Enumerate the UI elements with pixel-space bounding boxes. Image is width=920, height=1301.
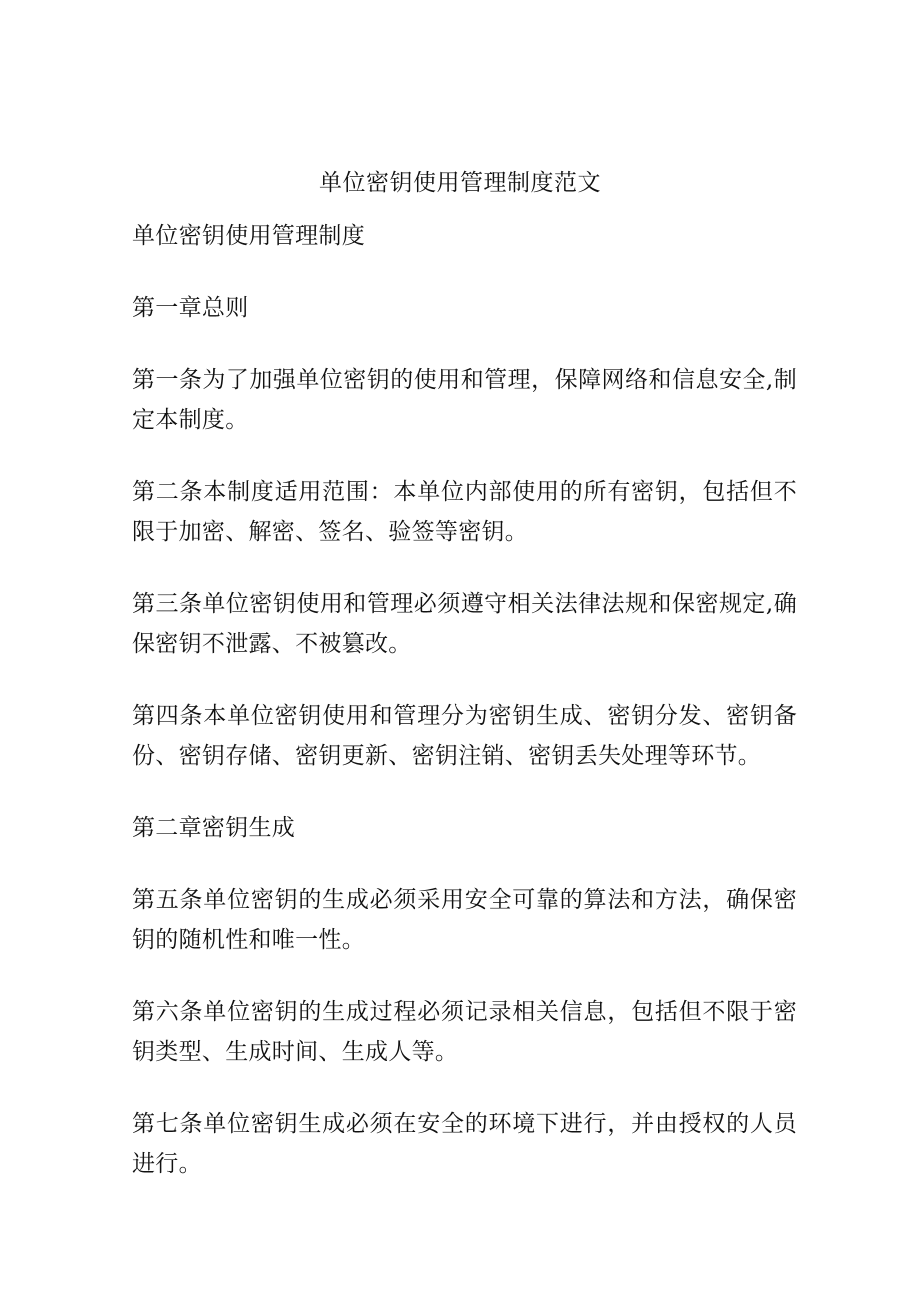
article-paragraph: 第五条单位密钥的生成必须采用安全可靠的算法和方法，确保密钥的随机性和唯一性。: [132, 887, 797, 953]
article-paragraph: 第二条本制度适用范围：本单位内部使用的所有密钥，包括但不限于加密、解密、签名、验签等密钥。: [132, 479, 797, 545]
article-paragraph: 第六条单位密钥的生成过程必须记录相关信息，包括但不限于密钥类型、生成时间、生成人等。: [132, 999, 797, 1065]
article-paragraph: 第一条为了加强单位密钥的使用和管理，保障网络和信息安全,制定本制度。: [132, 367, 797, 433]
document-body: [132, 216, 797, 1216]
chapter-heading: 第一章总则: [132, 295, 249, 321]
article-paragraph: 第四条本单位密钥使用和管理分为密钥生成、密钥分发、密钥备份、密钥存储、密钥更新、密钥注销、密钥丢失处理等环节。: [132, 703, 797, 769]
article-paragraph: 第三条单位密钥使用和管理必须遵守相关法律法规和保密规定,确保密钥不泄露、不被篡改。: [132, 591, 797, 657]
chapter-heading: 第二章密钥生成: [132, 815, 296, 841]
article-paragraph: 第七条单位密钥生成必须在安全的环境下进行，并由授权的人员进行。: [132, 1111, 797, 1177]
section-heading: 单位密钥使用管理制度: [132, 223, 365, 249]
document-title: 单位密钥使用管理制度范文: [319, 170, 601, 196]
